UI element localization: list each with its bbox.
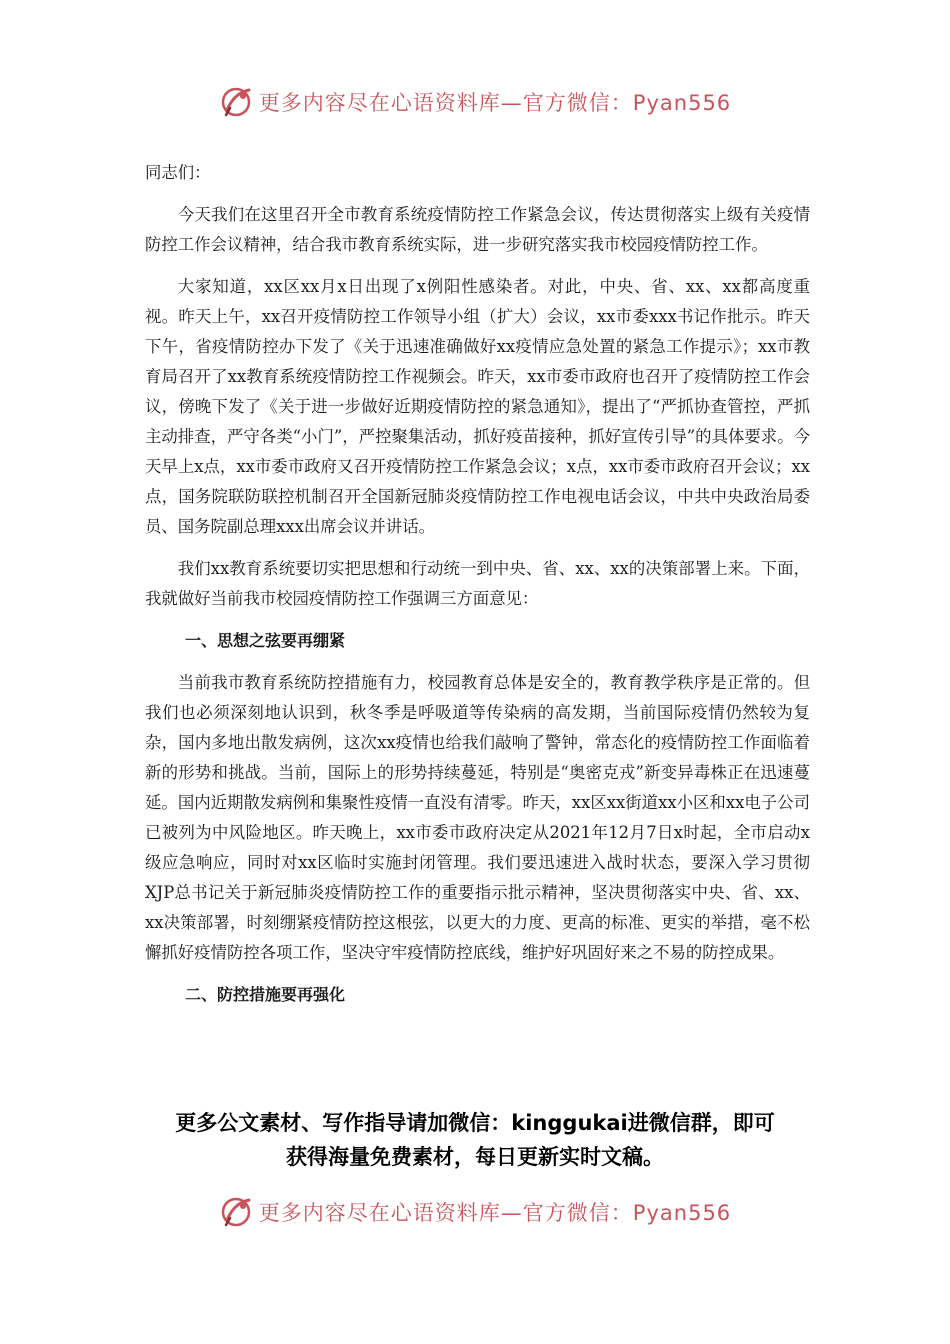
banner-text: 更多内容尽在心语资料库—官方微信：Pyan556 [258, 1201, 732, 1225]
section-heading-2: 二、防控措施要再强化 [185, 985, 346, 1004]
section-heading-1: 一、思想之弦要再绷紧 [185, 631, 346, 650]
paragraph-2: 大家知道，xx区xx月x日出现了x例阳性感染者。对此，中央、省、xx、xx都高度重视。昨天上午，xx召开疫情防控工作领导小组（扩大）会议，xx市委xxx书记作批示。昨天下午，省疫情防控办下发了《关于迅速准确做好xx疫情应急处置的紧急工作提示》；xx市教育局召开了xx教育系统疫情防控工作视频会。昨天，xx市委市政府也召开了疫情防控工作会议，傍晚下发了《关于进一步做好近期疫情防控的紧急通知》，提出了“严抓协查管控，严抓主动排查，严守各类“小门”，严控聚集活动，抓好疫苗接种，抓好宣传引导”的具体要求。今天早上x点，xx市委市政府又召开疫情防控工作紧急会议；x点，xx市委市政府召开会议；xx点，国务院联防联控机制召开全国新冠肺炎疫情防控工作电视电话会议，中共中央政治局委员、国务院副总理xxx出席会议并讲话。 [145, 277, 810, 536]
pen-swirl-logo-icon [219, 84, 255, 120]
footer-watermark-banner [0, 1192, 950, 1232]
header-watermark-banner [0, 82, 950, 122]
salutation: 同志们： [145, 163, 211, 182]
paragraph-3: 我们xx教育系统要切实把思想和行动统一到中央、省、xx、xx的决策部署上来。下面，我就做好当前我市校园疫情防控工作强调三方面意见： [145, 559, 810, 608]
pen-swirl-logo-icon [219, 1194, 255, 1230]
promo-notice [100, 1106, 850, 1174]
document-body [145, 158, 810, 1022]
paragraph-1: 今天我们在这里召开全市教育系统疫情防控工作紧急会议，传达贯彻落实上级有关疫情防控工作会议精神，结合我市教育系统实际，进一步研究落实我市校园疫情防控工作。 [145, 205, 810, 254]
promo-line-2: 获得海量免费素材，每日更新实时文稿。 [286, 1145, 664, 1169]
section-1-paragraph: 当前我市教育系统防控措施有力，校园教育总体是安全的，教育教学秩序是正常的。但我们也必须深刻地认识到，秋冬季是呼吸道等传染病的高发期，当前国际疫情仍然较为复杂，国内多地出散发病例，这次xx疫情也给我们敲响了警钟，常态化的疫情防控工作面临着新的形势和挑战。当前，国际上的形势持续蔓延，特别是“奥密克戎”新变异毒株正在迅速蔓延。国内近期散发病例和集聚性疫情一直没有清零。昨天，xx区xx街道xx小区和xx电子公司已被列为中风险地区。昨天晚上，xx市委市政府决定从2021年12月7日x时起，全市启动x级应急响应，同时对xx区临时实施封闭管理。我们要迅速进入战时状态，要深入学习贯彻XJP总书记关于新冠肺炎疫情防控工作的重要指示批示精神，坚决贯彻落实中央、省、xx、xx决策部署，时刻绷紧疫情防控这根弦，以更大的力度、更高的标准、更实的举措，毫不松懈抓好疫情防控各项工作，坚决守牢疫情防控底线，维护好巩固好来之不易的防控成果。 [145, 673, 810, 962]
promo-line-1: 更多公文素材、写作指导请加微信：kinggukai进微信群，即可 [175, 1111, 775, 1135]
banner-text: 更多内容尽在心语资料库—官方微信：Pyan556 [258, 91, 732, 115]
